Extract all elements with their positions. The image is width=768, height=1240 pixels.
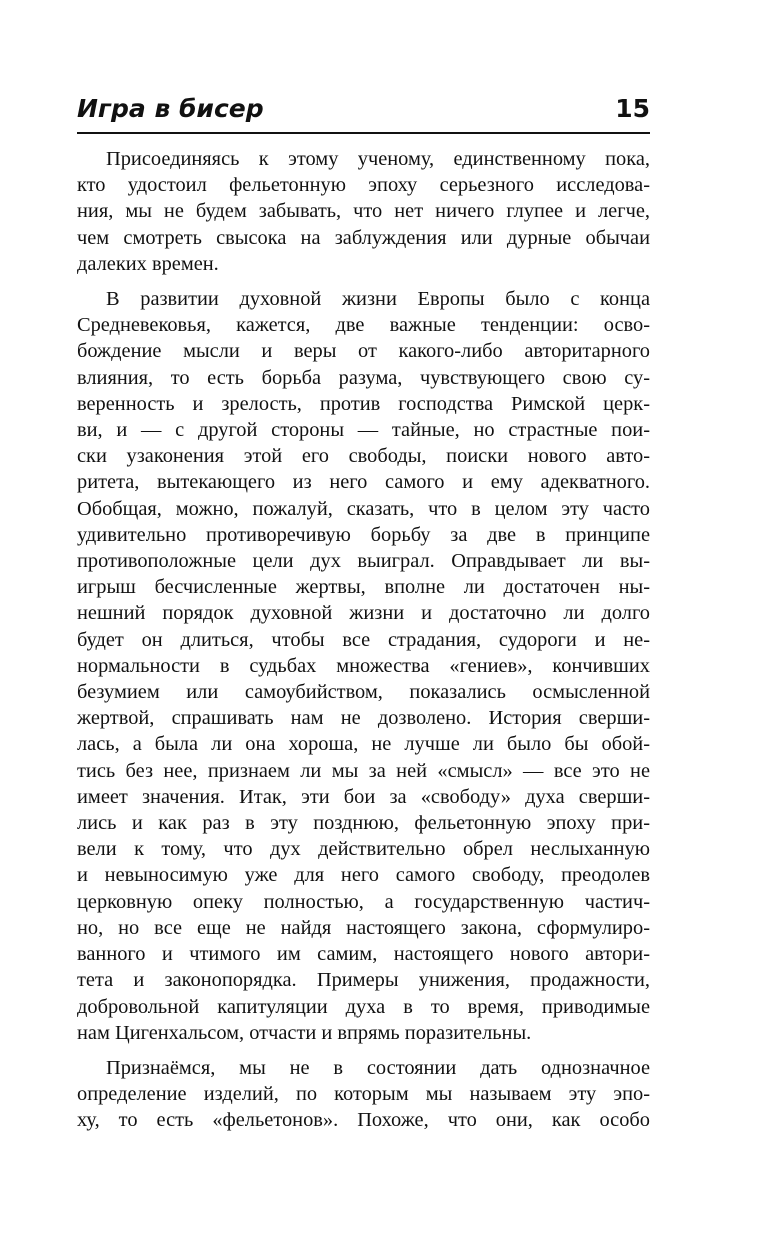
text-line: кто удостоил фельетонную эпоху серьезного исследова- xyxy=(77,174,650,197)
paragraph xyxy=(77,1055,650,1134)
paragraph xyxy=(77,146,650,277)
text-line: Средневековья, кажется, две важные тенденции: осво- xyxy=(77,314,650,337)
text-line: удивительно противоречивую борьбу за две в принципе xyxy=(77,523,650,546)
text-line: нормальности в судьбах множества «гениев», кончивших xyxy=(77,654,650,677)
text-line: ски узаконения этой его свободы, поиски нового авто- xyxy=(77,445,650,468)
text-line: ху, то есть «фельетонов». Похоже, что они, как особо xyxy=(77,1109,650,1132)
text-line: но, но все еще не найдя настоящего закона, сформулиро- xyxy=(77,916,650,939)
text-line: вели к тому, что дух действительно обрел неслыханную xyxy=(77,838,650,861)
text-line: Присоединяясь к этому ученому, единственному пока, xyxy=(106,148,650,170)
paragraph xyxy=(77,286,650,1046)
text-line: бождение мысли и веры от какого-либо авторитарного xyxy=(77,340,650,363)
text-line: В развитии духовной жизни Европы было с конца xyxy=(106,288,650,311)
text-line: ви, и — с другой стороны — тайные, но страстные пои- xyxy=(77,419,650,442)
text-line: ритета, вытекающего из него самого и ему адекватного. xyxy=(77,471,650,494)
running-title: Игра в бисер xyxy=(77,94,264,123)
text-line: Обобщая, можно, пожалуй, сказать, что в целом эту часто xyxy=(77,497,650,520)
book-page xyxy=(77,0,650,1240)
text-line: добровольной капитуляции духа в то время, приводимые xyxy=(77,995,650,1018)
text-line: тета и законопорядка. Примеры унижения, продажности, xyxy=(77,969,650,992)
text-line: игрыш бесчисленные жертвы, вполне ли достаточен ны- xyxy=(77,576,650,599)
text-line: имеет значения. Итак, эти бои за «свободу» духа сверши- xyxy=(77,785,650,808)
text-line: влияния, то есть борьба разума, чувствующего свою су- xyxy=(77,366,650,389)
text-line: определение изделий, по которым мы называем эту эпо- xyxy=(77,1083,650,1106)
text-line: безумием или самоубийством, показались осмысленной xyxy=(77,681,650,704)
text-line: тись без нее, признаем ли мы за ней «смысл» — все это не xyxy=(77,759,650,782)
text-line: церковную опеку полностью, а государственную частич- xyxy=(77,890,650,913)
text-line: будет он длиться, чтобы все страдания, судороги и не- xyxy=(77,628,650,651)
text-line: Признаёмся, мы не в состоянии дать однозначное xyxy=(106,1056,650,1079)
text-line: нам Цигенхальсом, отчасти и впрямь поразительны. xyxy=(77,1021,532,1044)
text-line: лись и как раз в эту позднюю, фельетонную эпоху при- xyxy=(77,812,650,835)
text-line: чем смотреть свысока на заблуждения или дурные обычаи xyxy=(77,226,650,249)
text-line: далеких времен. xyxy=(77,252,219,275)
text-line: нешний порядок духовной жизни и достаточно ли долго xyxy=(77,602,650,625)
page-number: 15 xyxy=(615,94,650,123)
page-header xyxy=(77,92,650,134)
text-line: жертвой, спрашивать нам не дозволено. История сверши- xyxy=(77,707,650,730)
text-line: веренность и зрелость, против господства Римской церк- xyxy=(77,392,650,415)
text-line: ния, мы не будем забывать, что нет ничего глупее и легче, xyxy=(77,200,650,223)
text-line: ванного и чтимого им самим, настоящего нового автори- xyxy=(77,943,650,966)
body-text xyxy=(77,146,650,1143)
text-line: и невыносимую уже для него самого свободу, преодолев xyxy=(77,864,650,887)
text-line: противоположные цели дух выиграл. Оправдывает ли вы- xyxy=(77,550,650,573)
text-line: лась, а была ли она хороша, не лучше ли было бы обой- xyxy=(77,733,650,756)
